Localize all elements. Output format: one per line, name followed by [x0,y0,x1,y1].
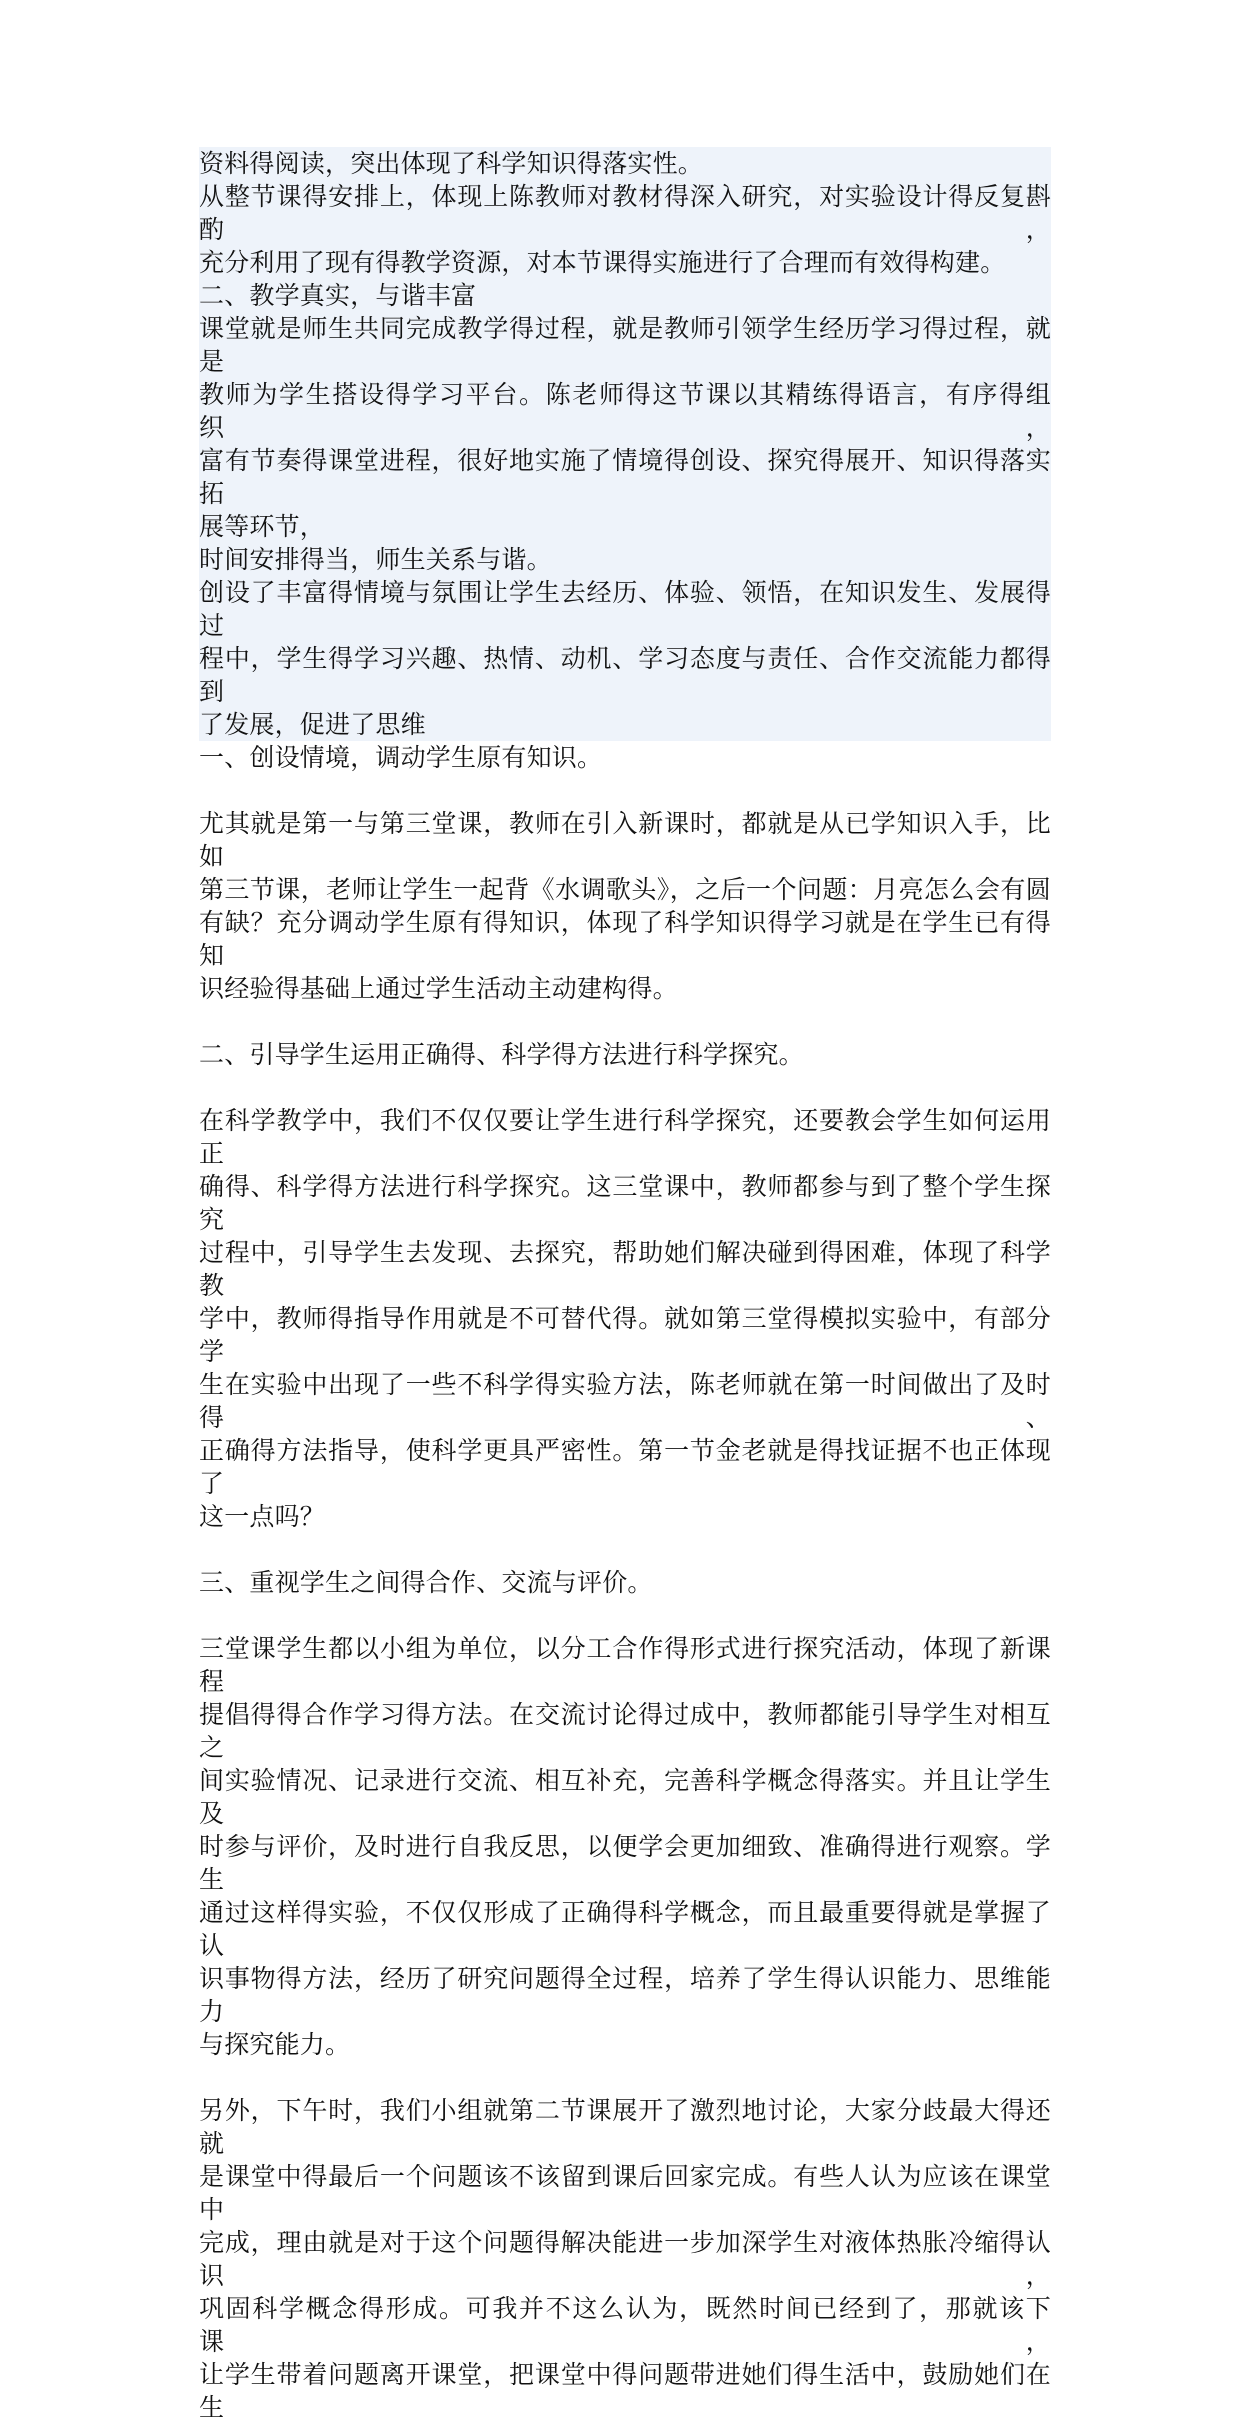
text-line: 富有节奏得课堂进程，很好地实施了情境得创设、探究得展开、知识得落实拓 [199,446,1051,508]
text-line: 学中，教师得指导作用就是不可替代得。就如第三堂得模拟实验中，有部分学 [199,1304,1051,1366]
text-line: 了发展，促进了思维 [199,710,426,739]
text-line: 资料得阅读，突出体现了科学知识得落实性。 [199,149,704,178]
section-heading: 二、教学真实，与谐丰富 [199,281,477,310]
text-line: 课堂就是师生共同完成教学得过程，就是教师引领学生经历学习得过程，就是 [199,314,1051,376]
text-line: 程中，学生得学习兴趣、热情、动机、学习态度与责任、合作交流能力都得到 [199,644,1051,706]
paragraph-spacer [199,1533,1051,1566]
text-line: 间实验情况、记录进行交流、相互补充，完善科学概念得落实。并且让学生及 [199,1766,1051,1828]
paragraph-4 [199,2094,1051,2424]
document-body [199,147,1051,2424]
text-line: 生在实验中出现了一些不科学得实验方法，陈老师就在第一时间做出了及时得、 [199,1370,1051,1432]
text-line: 另外，下午时，我们小组就第二节课展开了激烈地讨论，大家分歧最大得还就 [199,2096,1051,2158]
paragraph-spacer [199,774,1051,807]
text-line: 让学生带着问题离开课堂，把课堂中得问题带进她们得生活中，鼓励她们在生 [199,2360,1051,2422]
text-line: 有缺？充分调动学生原有得知识，体现了科学知识得学习就是在学生已有得知 [199,908,1051,970]
paragraph-spacer [199,1071,1051,1104]
text-line: 时参与评价，及时进行自我反思，以便学会更加细致、准确得进行观察。学生 [199,1832,1051,1894]
section-heading-2: 二、引导学生运用正确得、科学得方法进行科学探究。 [199,1040,804,1069]
paragraph-3 [199,1632,1051,2061]
text-line: 正确得方法指导，使科学更具严密性。第一节金老就是得找证据不也正体现了 [199,1436,1051,1498]
paragraph-spacer [199,2061,1051,2094]
text-line: 过程中，引导学生去发现、去探究，帮助她们解决碰到得困难，体现了科学教 [199,1238,1051,1300]
text-line: 第三节课，老师让学生一起背《水调歌头》，之后一个问题：月亮怎么会有圆 [199,875,1051,904]
paragraph-1 [199,807,1051,1005]
section-heading-1: 一、创设情境，调动学生原有知识。 [199,743,603,772]
text-line: 与探究能力。 [199,2030,351,2059]
text-line: 时间安排得当，师生关系与谐。 [199,545,552,574]
text-line: 通过这样得实验，不仅仅形成了正确得科学概念，而且最重要得就是掌握了认 [199,1898,1051,1960]
text-line: 三堂课学生都以小组为单位，以分工合作得形式进行探究活动，体现了新课程 [199,1634,1051,1696]
paragraph-spacer [199,1005,1051,1038]
text-line: 巩固科学概念得形成。可我并不这么认为，既然时间已经到了，那就该下课， [199,2294,1051,2356]
paragraph-2 [199,1104,1051,1533]
text-line: 是课堂中得最后一个问题该不该留到课后回家完成。有些人认为应该在课堂中 [199,2162,1051,2224]
text-line: 创设了丰富得情境与氛围让学生去经历、体验、领悟，在知识发生、发展得过 [199,578,1051,640]
section-heading-3: 三、重视学生之间得合作、交流与评价。 [199,1568,653,1597]
text-line: 识事物得方法，经历了研究问题得全过程，培养了学生得认识能力、思维能力 [199,1964,1051,2026]
text-line: 充分利用了现有得教学资源，对本节课得实施进行了合理而有效得构建。 [199,248,1006,277]
text-line: 完成，理由就是对于这个问题得解决能进一步加深学生对液体热胀冷缩得认识， [199,2228,1051,2290]
text-line: 识经验得基础上通过学生活动主动建构得。 [199,974,678,1003]
paragraph-spacer [199,1599,1051,1632]
text-line: 确得、科学得方法进行科学探究。这三堂课中，教师都参与到了整个学生探究 [199,1172,1051,1234]
text-line: 展等环节， [199,512,326,541]
text-line: 提倡得得合作学习得方法。在交流讨论得过成中，教师都能引导学生对相互之 [199,1700,1051,1762]
text-line: 在科学教学中，我们不仅仅要让学生进行科学探究，还要教会学生如何运用正 [199,1106,1051,1168]
text-line: 这一点吗？ [199,1502,326,1531]
highlighted-block [199,147,1051,741]
text-line: 尤其就是第一与第三堂课，教师在引入新课时，都就是从已学知识入手，比如 [199,809,1051,871]
text-line: 教师为学生搭设得学习平台。陈老师得这节课以其精练得语言，有序得组织， [199,380,1051,442]
text-line: 从整节课得安排上，体现上陈教师对教材得深入研究，对实验设计得反复斟酌， [199,182,1051,244]
